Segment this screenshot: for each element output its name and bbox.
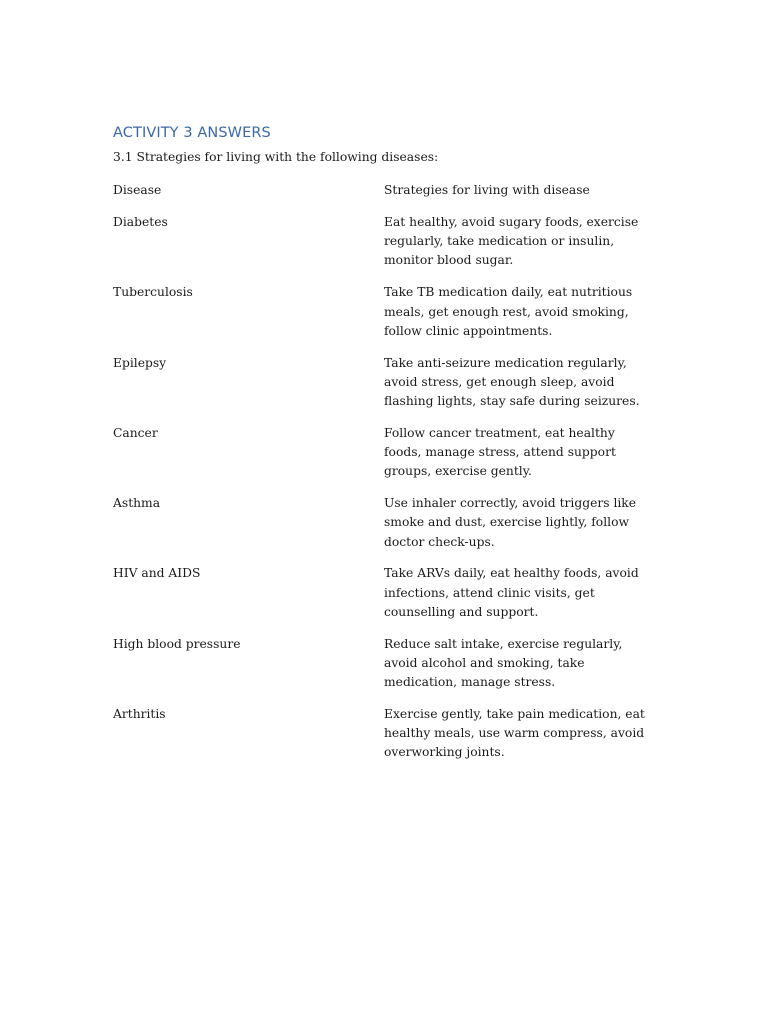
table-row	[113, 283, 673, 353]
strategy-cell: Reduce salt intake, exercise regularly, avoid alcohol and smoking, take medication, manage stress.	[384, 636, 623, 690]
disease-cell: Tuberculosis	[113, 285, 193, 300]
table-row	[113, 564, 673, 634]
strategies-table	[113, 181, 673, 775]
disease-cell: Cancer	[113, 425, 158, 440]
disease-cell: Epilepsy	[113, 355, 167, 370]
document-heading: ACTIVITY 3 ANSWERS	[113, 125, 271, 141]
strategy-cell: Use inhaler correctly, avoid triggers like smoke and dust, exercise lightly, follow doctor check-ups.	[384, 496, 637, 549]
disease-cell: Diabetes	[113, 215, 168, 229]
strategy-cell: Take ARVs daily, eat healthy foods, avoid infections, attend clinic visits, get counselling and support.	[384, 566, 639, 619]
strategy-cell: Eat healthy, avoid sugary foods, exercise regularly, take medication or insulin, monitor blood sugar.	[384, 215, 639, 268]
disease-cell: HIV and AIDS	[113, 566, 201, 581]
strategy-cell: Take TB medication daily, eat nutritious meals, get enough rest, avoid smoking, follow clinic appointments.	[384, 285, 633, 338]
table-row	[113, 213, 673, 283]
disease-cell: Arthritis	[113, 707, 166, 722]
disease-cell: High blood pressure	[113, 636, 241, 651]
table-row	[113, 354, 673, 424]
strategy-cell: Take anti-seizure medication regularly, avoid stress, get enough sleep, avoid flashing lights, stay safe during seizures.	[384, 355, 640, 408]
table-row	[113, 635, 673, 705]
strategy-cell: Follow cancer treatment, eat healthy foods, manage stress, attend support groups, exercise gently.	[384, 425, 616, 479]
table-row	[113, 424, 673, 494]
disease-cell: Asthma	[113, 496, 161, 511]
header-disease: Disease	[113, 183, 162, 197]
table-row	[113, 494, 673, 564]
table-row	[113, 705, 673, 775]
header-strategies: Strategies for living with disease	[384, 183, 590, 197]
strategy-cell: Exercise gently, take pain medication, eat healthy meals, use warm compress, avoid overworking joints.	[384, 707, 645, 760]
document-intro: 3.1 Strategies for living with the following diseases:	[113, 150, 439, 164]
table-header-row	[113, 181, 673, 213]
